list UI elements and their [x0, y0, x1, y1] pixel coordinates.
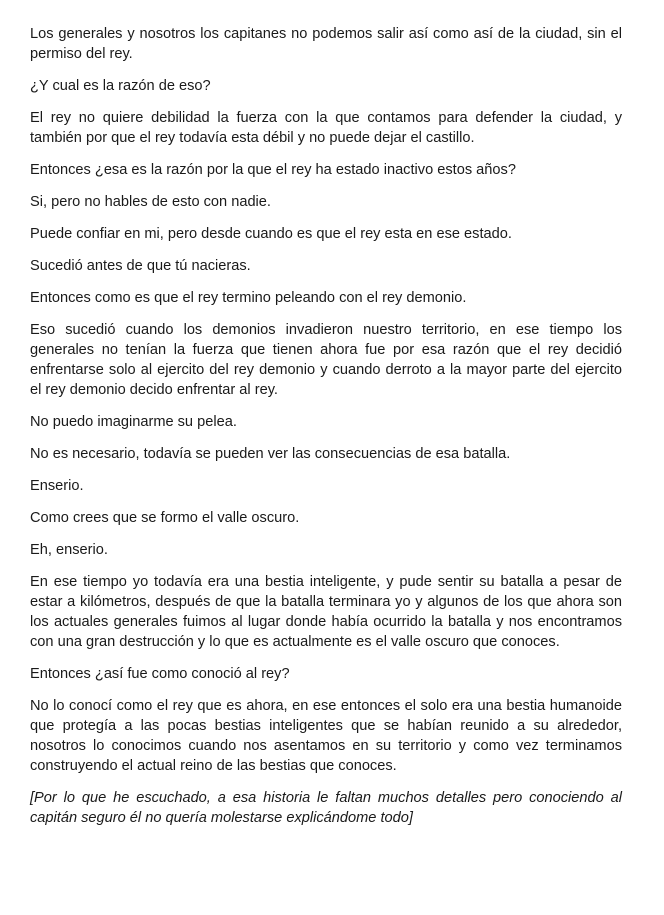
- paragraph-10: No puedo imaginarme su pelea.: [30, 414, 237, 430]
- paragraph-5: Si, pero no hables de esto con nadie.: [30, 194, 271, 210]
- paragraph-2: ¿Y cual es la razón de eso?: [30, 78, 211, 94]
- paragraph-18-italic-note: [Por lo que he escuchado, a esa historia le faltan muchos detalles pero conociendo al capitán seguro él no quería molestarse explicándome todo]: [30, 790, 622, 826]
- paragraph-4: Entonces ¿esa es la razón por la que el rey ha estado inactivo estos años?: [30, 162, 516, 178]
- paragraph-11: No es necesario, todavía se pueden ver las consecuencias de esa batalla.: [30, 446, 511, 462]
- paragraph-17: No lo conocí como el rey que es ahora, en ese entonces el solo era una bestia humanoide que protegía a las pocas bestias inteligentes que se habían reunido a su alrededor, nosotros lo conocimos cuando nos asentamos en su territorio y como vez terminamos construyendo el actual reino de las bestias que conoces.: [30, 698, 622, 774]
- paragraph-1: Los generales y nosotros los capitanes no podemos salir así como así de la ciudad, sin el permiso del rey.: [30, 26, 622, 62]
- paragraph-15: En ese tiempo yo todavía era una bestia inteligente, y pude sentir su batalla a pesar de estar a kilómetros, después de que la batalla terminara yo y algunos de los que ahora son los actuales generales fuimos al lugar donde había ocurrido la batalla y nos encontramos con una gran destrucción y lo que es actualmente es el valle oscuro que conoces.: [30, 574, 622, 650]
- paragraph-3: El rey no quiere debilidad la fuerza con la que contamos para defender la ciudad, y también por que el rey todavía esta débil y no puede dejar el castillo.: [30, 110, 622, 146]
- paragraph-6: Puede confiar en mi, pero desde cuando es que el rey esta en ese estado.: [30, 226, 512, 242]
- paragraph-8: Entonces como es que el rey termino peleando con el rey demonio.: [30, 290, 467, 306]
- paragraph-9: Eso sucedió cuando los demonios invadieron nuestro territorio, en ese tiempo los generales no tenían la fuerza que tienen ahora fue por esa razón que el rey decidió enfrentarse solo al ejercito del rey demonio y cuando derroto a la mayor parte del ejercito el rey demonio decido enfrentar al rey.: [30, 322, 622, 398]
- paragraph-13: Como crees que se formo el valle oscuro.: [30, 510, 300, 526]
- paragraph-16: Entonces ¿así fue como conoció al rey?: [30, 666, 290, 682]
- paragraph-7: Sucedió antes de que tú nacieras.: [30, 258, 251, 274]
- paragraph-14: Eh, enserio.: [30, 542, 108, 558]
- document-page: [30, 24, 622, 840]
- paragraph-12: Enserio.: [30, 478, 84, 494]
